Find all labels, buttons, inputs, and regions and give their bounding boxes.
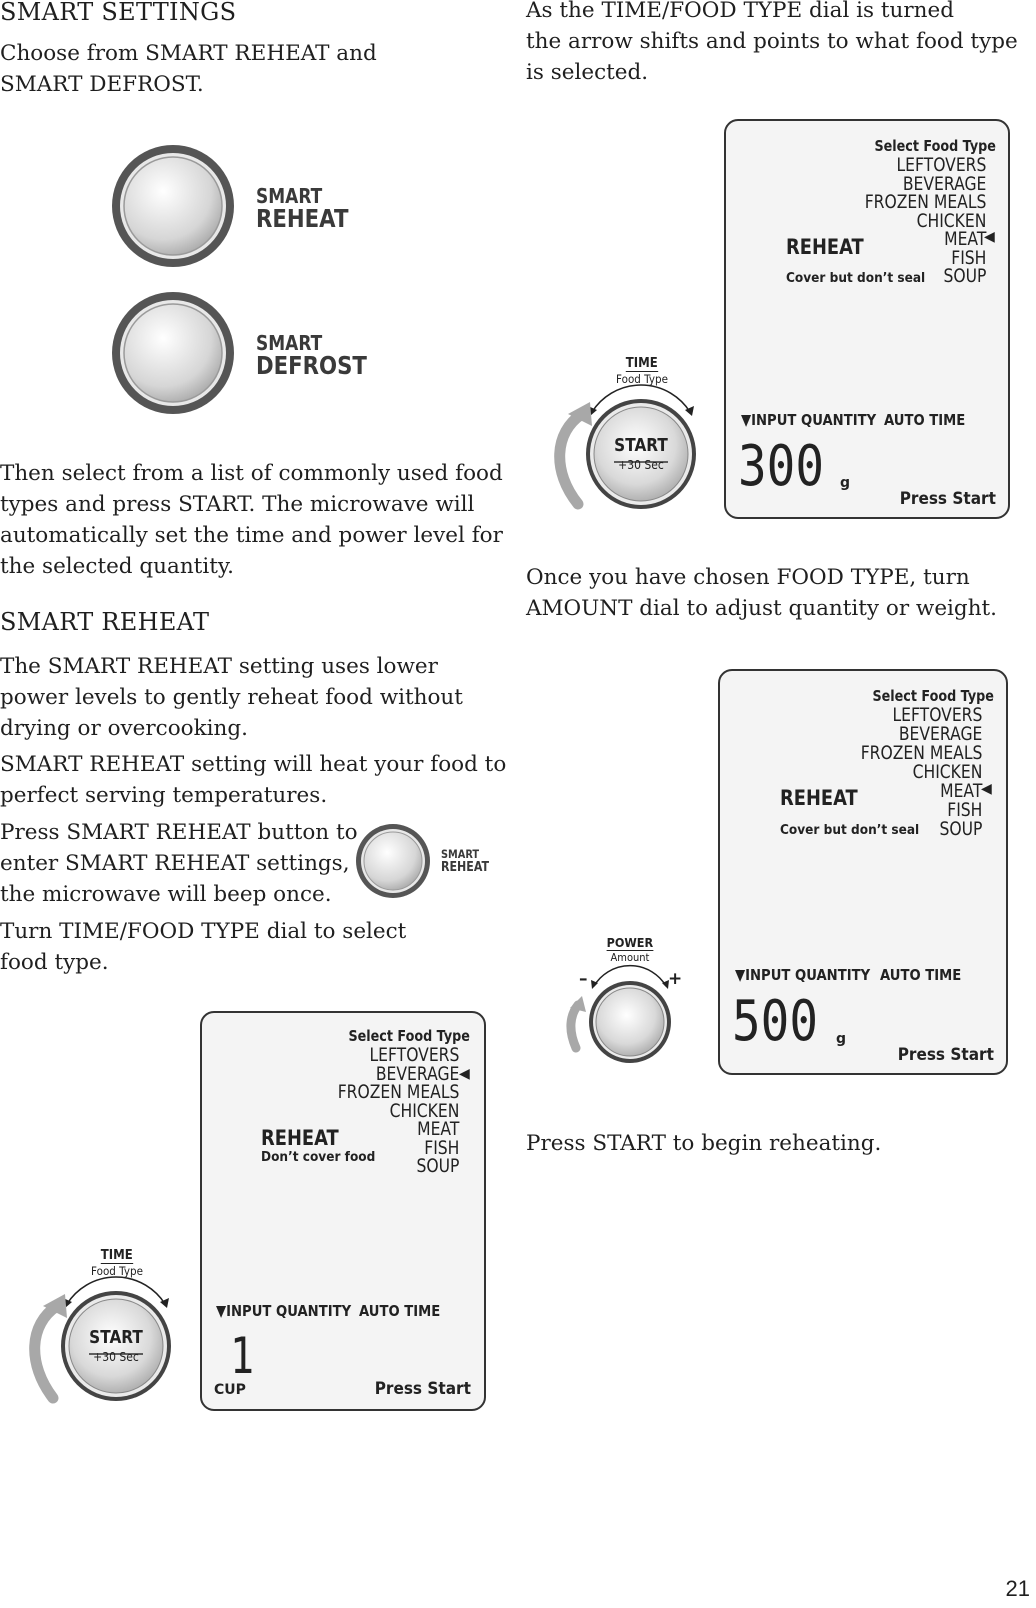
food-list — [860, 706, 982, 839]
food-item: MEAT — [416, 1118, 459, 1140]
subheading-smart-reheat: SMART REHEAT — [0, 608, 210, 636]
text-line: AMOUNT dial to adjust quantity or weight. — [526, 596, 998, 621]
dial-label-top: POWER — [606, 935, 654, 950]
round-button-icon — [355, 823, 431, 899]
quantity-unit: CUP — [214, 1382, 246, 1398]
intro-text — [0, 38, 377, 100]
amount-dial-text — [526, 562, 997, 624]
text-line: Turn TIME/FOOD TYPE dial to select — [0, 919, 407, 944]
food-item: LEFTOVERS — [892, 704, 982, 726]
auto-time-label: AUTO TIME — [880, 966, 962, 984]
input-quantity-label: ▼INPUT QUANTITY — [741, 411, 877, 429]
dial-label-bottom: Food Type — [91, 1264, 143, 1278]
text-line: enter SMART REHEAT settings, — [0, 851, 350, 876]
time-dial-label — [77, 1244, 157, 1278]
food-item: FISH — [423, 1136, 459, 1159]
text-line: The SMART REHEAT setting uses lower — [0, 654, 438, 679]
label-top: SMART — [441, 847, 480, 861]
text-line: is selected. — [526, 60, 649, 85]
press-start-label: Press Start — [897, 1045, 994, 1065]
text-line: drying or overcooking. — [0, 716, 248, 741]
select-food-type-title: Select Food Type — [874, 137, 996, 155]
smart-reheat-label — [256, 186, 348, 231]
start-button-label — [601, 435, 681, 472]
text-line: Once you have chosen FOOD TYPE, turn — [526, 565, 970, 590]
label-bottom: REHEAT — [256, 204, 349, 233]
lcd-display-meat-300 — [724, 119, 1010, 519]
select-food-text — [0, 458, 503, 582]
food-item: FISH — [946, 799, 982, 821]
round-button-icon — [110, 143, 236, 269]
text-line: automatically set the time and power level for — [0, 523, 503, 548]
food-item: CHICKEN — [916, 209, 986, 232]
label-bottom: REHEAT — [441, 859, 490, 875]
label-top: SMART — [256, 184, 323, 208]
cover-note: Cover but don’t seal — [786, 270, 926, 286]
start-button-label — [76, 1327, 156, 1364]
minus-icon: – — [579, 969, 588, 989]
dial-label-bottom: Amount — [610, 951, 650, 964]
reheat-paragraph-1 — [0, 651, 463, 744]
mode-label: REHEAT — [261, 1126, 339, 1150]
auto-time-label: AUTO TIME — [884, 411, 966, 429]
text-line: As the TIME/FOOD TYPE dial is turned — [526, 0, 955, 23]
quantity-value: 300 — [738, 434, 824, 499]
quantity-value: 500 — [732, 989, 818, 1054]
food-item: LEFTOVERS — [896, 154, 986, 176]
dial-intro-text — [526, 0, 1018, 88]
auto-time-label: AUTO TIME — [359, 1302, 441, 1320]
reheat-paragraph-4 — [0, 916, 406, 978]
select-food-type-title: Select Food Type — [872, 687, 994, 705]
text-line: the selected quantity. — [0, 554, 234, 579]
smart-defrost-button[interactable] — [110, 290, 236, 416]
food-item: BEVERAGE — [375, 1062, 459, 1085]
selection-arrow-icon: ◀ — [459, 1066, 470, 1082]
food-item: MEAT — [939, 780, 982, 802]
food-item: CHICKEN — [389, 1099, 459, 1122]
selection-arrow-icon: ◀ — [984, 229, 995, 245]
smart-reheat-button[interactable] — [110, 143, 236, 269]
mode-label: REHEAT — [780, 786, 858, 810]
select-food-type-title: Select Food Type — [348, 1027, 470, 1045]
reheat-paragraph-2 — [0, 749, 506, 811]
food-item: BEVERAGE — [898, 723, 982, 745]
power-dial-label — [590, 932, 670, 964]
food-item: BEVERAGE — [902, 172, 986, 195]
food-item: SOUP — [416, 1155, 459, 1177]
input-quantity-label: ▼INPUT QUANTITY — [735, 966, 871, 984]
lcd-display-meat-500 — [718, 669, 1008, 1075]
input-quantity-label: ▼INPUT QUANTITY — [216, 1302, 352, 1320]
quantity-value: 1 — [230, 1327, 255, 1385]
food-item: LEFTOVERS — [369, 1044, 459, 1066]
text-line: perfect serving temperatures. — [0, 783, 328, 808]
round-button-icon — [110, 290, 236, 416]
text-line: types and press START. The microwave will — [0, 492, 475, 517]
page-number: 21 — [1005, 1576, 1030, 1601]
food-item: FISH — [950, 246, 986, 269]
smart-reheat-small-button[interactable] — [355, 823, 431, 899]
label-bottom: DEFROST — [256, 351, 367, 380]
label-top: SMART — [256, 331, 323, 355]
dial-label-top: TIME — [101, 1248, 133, 1263]
food-item: SOUP — [939, 818, 982, 840]
text-line: Then select from a list of commonly used food — [0, 461, 503, 486]
press-start-label: Press Start — [374, 1379, 471, 1399]
cover-note: Cover but don’t seal — [780, 822, 920, 838]
press-start-label: Press Start — [899, 489, 996, 509]
text-line: Choose from SMART REHEAT and — [0, 41, 377, 66]
food-item: SOUP — [943, 265, 986, 287]
text-line: Press SMART REHEAT button to — [0, 820, 358, 845]
start-label: START — [89, 1327, 143, 1348]
quantity-unit: g — [836, 1031, 847, 1047]
food-item: FROZEN MEALS — [860, 742, 982, 764]
cover-note: Don’t cover food — [261, 1149, 376, 1165]
dial-label-top: TIME — [626, 356, 658, 371]
food-item: MEAT — [943, 228, 986, 250]
food-item: FROZEN MEALS — [337, 1081, 459, 1103]
text-line: SMART REHEAT setting will heat your food to — [0, 752, 507, 777]
time-dial-label — [602, 352, 682, 386]
text-line: food type. — [0, 950, 109, 975]
selection-arrow-icon: ◀ — [981, 781, 992, 797]
mode-label: REHEAT — [786, 235, 864, 259]
food-item: FROZEN MEALS — [864, 191, 986, 213]
reheat-paragraph-3 — [0, 817, 358, 910]
quantity-unit: g — [840, 475, 851, 491]
plus-30-sec-label: +30 Sec — [93, 1350, 139, 1364]
food-item: CHICKEN — [912, 761, 982, 783]
text-line: the microwave will beep once. — [0, 882, 332, 907]
text-line: power levels to gently reheat food without — [0, 685, 463, 710]
text-line: SMART DEFROST. — [0, 72, 204, 97]
start-label: START — [614, 435, 668, 456]
dial-label-bottom: Food Type — [616, 372, 668, 386]
section-heading-smart-settings: SMART SETTINGS — [0, 0, 237, 26]
smart-reheat-small-label — [441, 849, 489, 874]
plus-30-sec-label: +30 Sec — [618, 458, 664, 472]
smart-defrost-label — [256, 333, 367, 378]
text-line: the arrow shifts and points to what food type — [526, 29, 1018, 54]
press-start-text: Press START to begin reheating. — [526, 1131, 882, 1156]
plus-icon: + — [668, 969, 683, 989]
food-list — [864, 156, 986, 286]
lcd-display-beverage — [200, 1011, 486, 1411]
